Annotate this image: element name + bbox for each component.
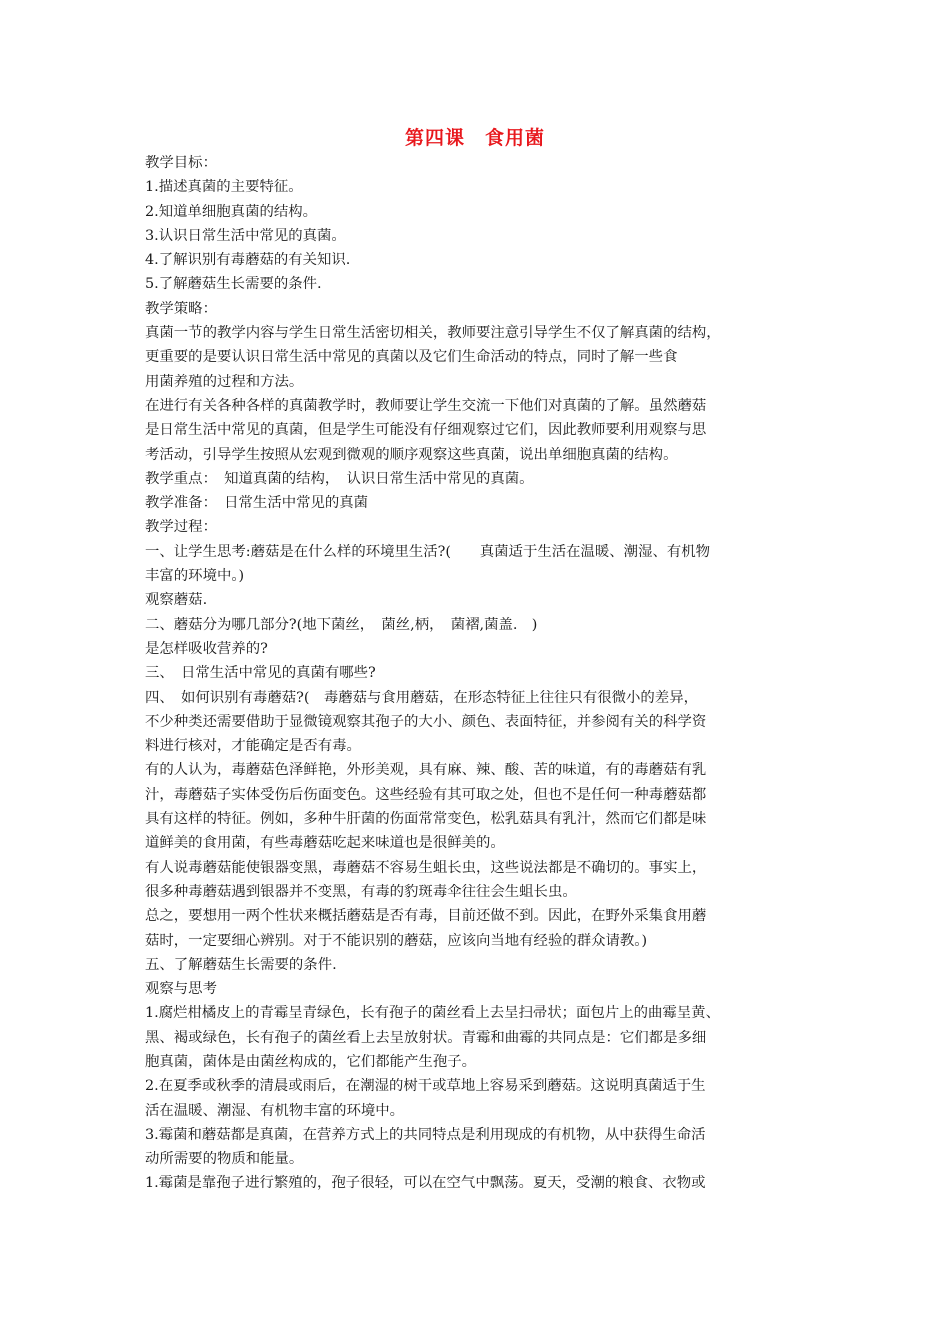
text-line: 教学过程： [145,519,217,536]
text-line: 1.描述真菌的主要特征。 [145,179,303,196]
text-line: 动所需要的物质和能量。 [145,1151,304,1168]
text-line: 二、蘑菇分为哪几部分?(地下菌丝， 菌丝,柄， 菌褶,菌盖. ) [145,616,538,633]
text-line: 具有这样的特征。例如，多种牛肝菌的伤面常常变色，松乳菇具有乳汁，然而它们都是味 [145,811,707,828]
text-line: 观察与思考 [145,981,217,998]
text-line: 2.在夏季或秋季的清晨或雨后，在潮湿的树干或草地上容易采到蘑菇。这说明真菌适于生 [145,1078,706,1095]
text-line: 有的人认为，毒蘑菇色泽鲜艳，外形美观，具有麻、辣、酸、苦的味道，有的毒蘑菇有乳 [145,762,707,779]
text-line: 观察蘑菇. [145,592,208,609]
text-line: 1.霉菌是靠孢子进行繁殖的，孢子很轻，可以在空气中飘荡。夏天，受潮的粮食、衣物或 [145,1175,706,1192]
document-body [145,151,825,1196]
text-line: 真菌一节的教学内容与学生日常生活密切相关，教师要注意引导学生不仅了解真菌的结构， [145,325,721,342]
text-line: 3.霉菌和蘑菇都是真菌，在营养方式上的共同特点是利用现成的有机物，从中获得生命活 [145,1126,706,1143]
text-line: 是怎样吸收营养的? [145,640,268,657]
text-line: 菇时，一定要细心辨别。对于不能识别的蘑菇，应该向当地有经验的群众请教。) [145,932,648,949]
text-line: 胞真菌，菌体是由菌丝构成的，它们都能产生孢子。 [145,1053,476,1070]
text-line: 2.知道单细胞真菌的结构。 [145,203,318,220]
text-line: 五、了解蘑菇生长需要的条件. [145,956,337,973]
text-line: 是日常生活中常见的真菌，但是学生可能没有仔细观察过它们，因此教师要利用观察与思 [145,422,707,439]
lesson-title: 第四课 食用菌 [404,127,545,149]
text-line: 在进行有关各种各样的真菌教学时，教师要让学生交流一下他们对真菌的了解。虽然蘑菇 [145,397,707,414]
text-line: 考活动，引导学生按照从宏观到微观的顺序观察这些真菌，说出单细胞真菌的结构。 [145,446,678,463]
text-line: 不少种类还需要借助于显微镜观察其孢子的大小、颜色、表面特征，并参阅有关的科学资 [145,713,707,730]
text-line: 教学策略： [145,300,217,317]
text-line: 用菌养殖的过程和方法。 [145,373,304,390]
text-line: 黑、褐或绿色，长有孢子的菌丝看上去呈放射状。青霉和曲霉的共同点是：它们都是多细 [145,1029,707,1046]
text-line: 活在温暖、潮湿、有机物丰富的环境中。 [145,1102,405,1119]
text-line: 三、 日常生活中常见的真菌有哪些? [145,665,376,682]
text-line: 丰富的环境中。) [145,568,245,585]
text-line: 5.了解蘑菇生长需要的条件. [145,276,322,293]
text-line: 1.腐烂柑橘皮上的青霉呈青绿色，长有孢子的菌丝看上去呈扫帚状；面包片上的曲霉呈黄、 [145,1005,720,1022]
text-line: 总之，要想用一两个性状来概括蘑菇是否有毒，目前还做不到。因此，在野外采集食用蘑 [145,908,707,925]
text-line: 很多种毒蘑菇遇到银器并不变黑，有毒的豹斑毒伞往往会生蛆长虫。 [145,883,577,900]
text-line: 3.认识日常生活中常见的真菌。 [145,227,346,244]
text-line: 汁，毒蘑菇子实体受伤后伤面变色。这些经验有其可取之处，但也不是任何一种毒蘑菇都 [145,786,707,803]
text-line: 更重要的是要认识日常生活中常见的真菌以及它们生命活动的特点，同时了解一些食 [145,349,678,366]
text-line: 一、让学生思考:蘑菇是在什么样的环境里生活?( 真菌适于生活在温暖、潮湿、有机物 [145,543,711,560]
text-line: 教学重点： 知道真菌的结构， 认识日常生活中常见的真菌。 [145,470,534,487]
text-line: 四、 如何识别有毒蘑菇?( 毒蘑菇与食用蘑菇，在形态特征上往往只有很微小的差异， [145,689,698,706]
text-line: 教学准备： 日常生活中常见的真菌 [145,495,369,512]
text-line: 有人说毒蘑菇能使银器变黑，毒蘑菇不容易生蛆长虫，这些说法都是不确切的。事实上， [145,859,707,876]
text-line: 料进行核对，才能确定是否有毒。 [145,738,361,755]
text-line: 道鲜美的食用菌，有些毒蘑菇吃起来味道也是很鲜美的。 [145,835,505,852]
text-line: 教学目标： [145,155,217,171]
text-line: 4.了解识别有毒蘑菇的有关知识. [145,252,351,269]
